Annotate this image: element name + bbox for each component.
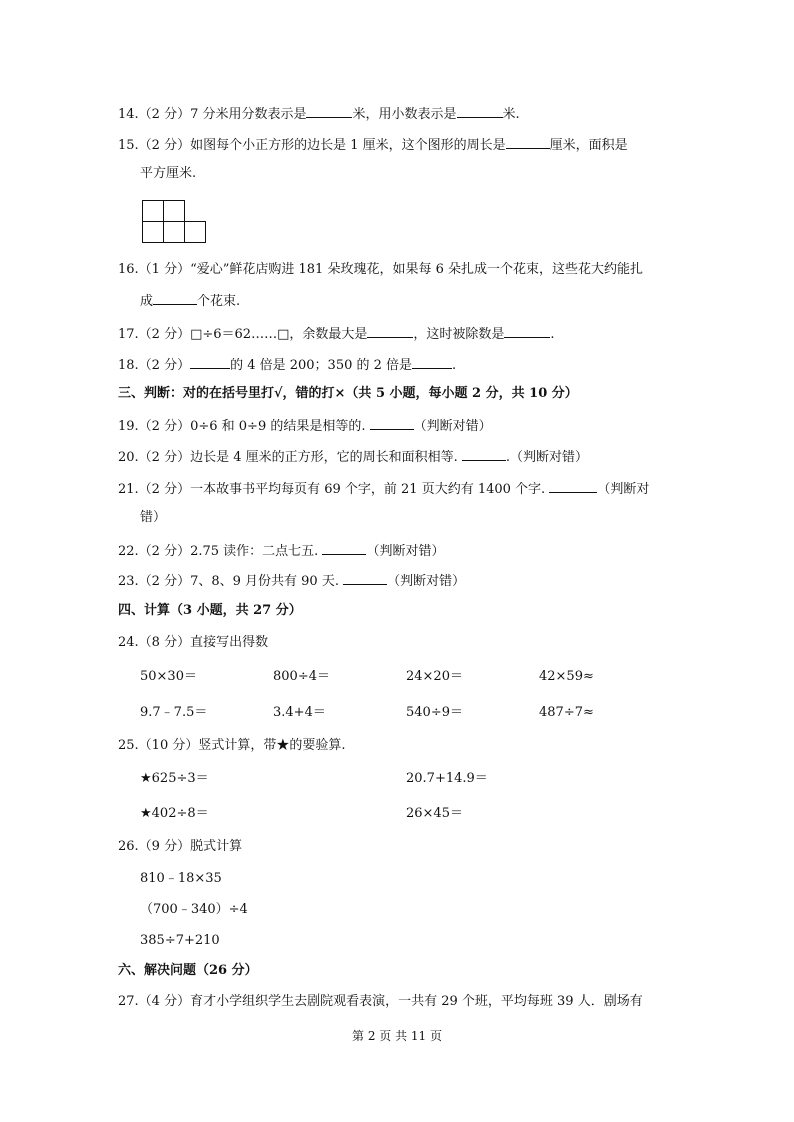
grid-square — [163, 200, 185, 222]
section-4-heading: 四、计算（3 小题，共 27 分） — [118, 603, 302, 618]
q21-blank[interactable] — [549, 479, 597, 493]
q16-text-c: 个花束. — [197, 294, 241, 309]
grid-square — [142, 200, 164, 222]
question-15 — [118, 135, 628, 155]
q15-text-a: 15.（2 分）如图每个小正方形的边长是 1 厘米，这个图形的周长是 — [118, 138, 506, 153]
calc-item: 50×30＝ — [140, 669, 197, 684]
q18-text-b: 的 4 倍是 200；350 的 2 倍是 — [230, 358, 413, 373]
q17-blank-1[interactable] — [367, 324, 413, 338]
q17-text-c: . — [550, 327, 555, 342]
q16-text-b: 成 — [140, 294, 154, 309]
q15-blank-1[interactable] — [506, 135, 550, 149]
q17-text-a: 17.（2 分）□÷6＝62……□，余数最大是 — [118, 327, 368, 342]
calc-item: 540÷9＝ — [406, 705, 463, 720]
q23-text-a: 23.（2 分）7、8、9 月份共有 90 天. — [118, 574, 339, 589]
question-15-cont — [140, 165, 196, 183]
question-21 — [118, 479, 649, 499]
question-21-cont — [140, 509, 166, 527]
q18-blank-1[interactable] — [190, 355, 230, 369]
question-18 — [118, 355, 456, 375]
q21-text-a: 21.（2 分）一本故事书平均每页有 69 个字，前 21 页大约有 1400 个字. — [118, 482, 546, 497]
calc-item: 385÷7+210 — [140, 933, 220, 948]
square-grid-figure — [142, 200, 214, 246]
calc-item: 3.4+4＝ — [273, 705, 326, 720]
calc-item: 810﹣18×35 — [140, 871, 222, 886]
question-24-title: 24.（8 分）直接写出得数 — [118, 635, 269, 650]
section-6-heading: 六、解决问题（26 分） — [118, 963, 258, 978]
q14-text-a: 14.（2 分）7 分米用分数表示是 — [118, 107, 307, 122]
grid-square — [142, 221, 164, 243]
q20-text-b: .（判断对错） — [505, 450, 589, 465]
calc-item: 20.7+14.9＝ — [406, 771, 488, 786]
q19-text-b: （判断对错） — [413, 419, 492, 434]
q18-blank-2[interactable] — [412, 355, 452, 369]
q19-blank[interactable] — [370, 416, 414, 430]
q22-text-a: 22.（2 分）2.75 读作：二点七五. — [118, 544, 319, 559]
q23-blank[interactable] — [343, 571, 387, 585]
calc-item: 26×45＝ — [406, 806, 463, 821]
section-3-heading: 三、判断：对的在括号里打√，错的打×（共 5 小题，每小题 2 分，共 10 分） — [118, 386, 578, 401]
calc-item: 9.7﹣7.5＝ — [140, 705, 208, 720]
q15-text-b: 厘米，面积是 — [549, 138, 628, 153]
q21-text-c: 错） — [140, 510, 167, 525]
q17-text-b: ，这时被除数是 — [413, 327, 505, 342]
q22-text-b: （判断对错） — [366, 544, 445, 559]
question-26-title: 26.（9 分）脱式计算 — [118, 839, 243, 854]
q23-text-b: （判断对错） — [387, 574, 466, 589]
q14-blank-1[interactable] — [306, 104, 352, 118]
q14-text-c: 米. — [502, 107, 520, 122]
q17-blank-2[interactable] — [504, 324, 550, 338]
question-22 — [118, 541, 444, 561]
q19-text-a: 19.（2 分）0÷6 和 0÷9 的结果是相等的. — [118, 419, 366, 434]
q16-blank[interactable] — [153, 291, 197, 305]
q22-blank[interactable] — [322, 541, 366, 555]
q18-text-c: . — [452, 358, 457, 373]
q20-blank[interactable] — [462, 447, 506, 461]
q14-blank-2[interactable] — [457, 104, 503, 118]
calc-item: ★625÷3＝ — [140, 771, 209, 786]
calc-item: ★402÷8＝ — [140, 806, 209, 821]
q16-text-a: 16.（1 分）“爱心”鲜花店购进 181 朵玫瑰花，如果每 6 朵扎成一个花束，这些花大约能扎 — [118, 262, 643, 277]
q14-text-b: 米，用小数表示是 — [352, 107, 457, 122]
grid-square — [184, 221, 206, 243]
q21-text-b: （判断对 — [597, 482, 650, 497]
question-17 — [118, 324, 555, 344]
q18-text-a: 18.（2 分） — [118, 358, 191, 373]
question-14 — [118, 104, 520, 124]
calc-item: 800÷4＝ — [273, 669, 330, 684]
calc-item: 24×20＝ — [406, 669, 463, 684]
page-footer: 第 2 页 共 11 页 — [352, 1029, 442, 1043]
question-20 — [118, 447, 588, 467]
question-16 — [118, 261, 643, 279]
question-25-title: 25.（10 分）竖式计算，带★的要验算. — [118, 738, 346, 753]
question-16-cont — [140, 291, 240, 311]
question-27: 27.（4 分）育才小学组织学生去剧院观看表演，一共有 29 个班，平均每班 39 人．剧场有 — [118, 994, 643, 1009]
question-19 — [118, 416, 492, 436]
question-23 — [118, 571, 465, 591]
q20-text-a: 20.（2 分）边长是 4 厘米的正方形，它的周长和面积相等. — [118, 450, 458, 465]
calc-item: 42×59≈ — [539, 669, 594, 684]
q15-text-c: 平方厘米. — [140, 166, 197, 181]
calc-item: （700﹣340）÷4 — [140, 902, 248, 917]
grid-square — [163, 221, 185, 243]
calc-item: 487÷7≈ — [539, 705, 594, 720]
